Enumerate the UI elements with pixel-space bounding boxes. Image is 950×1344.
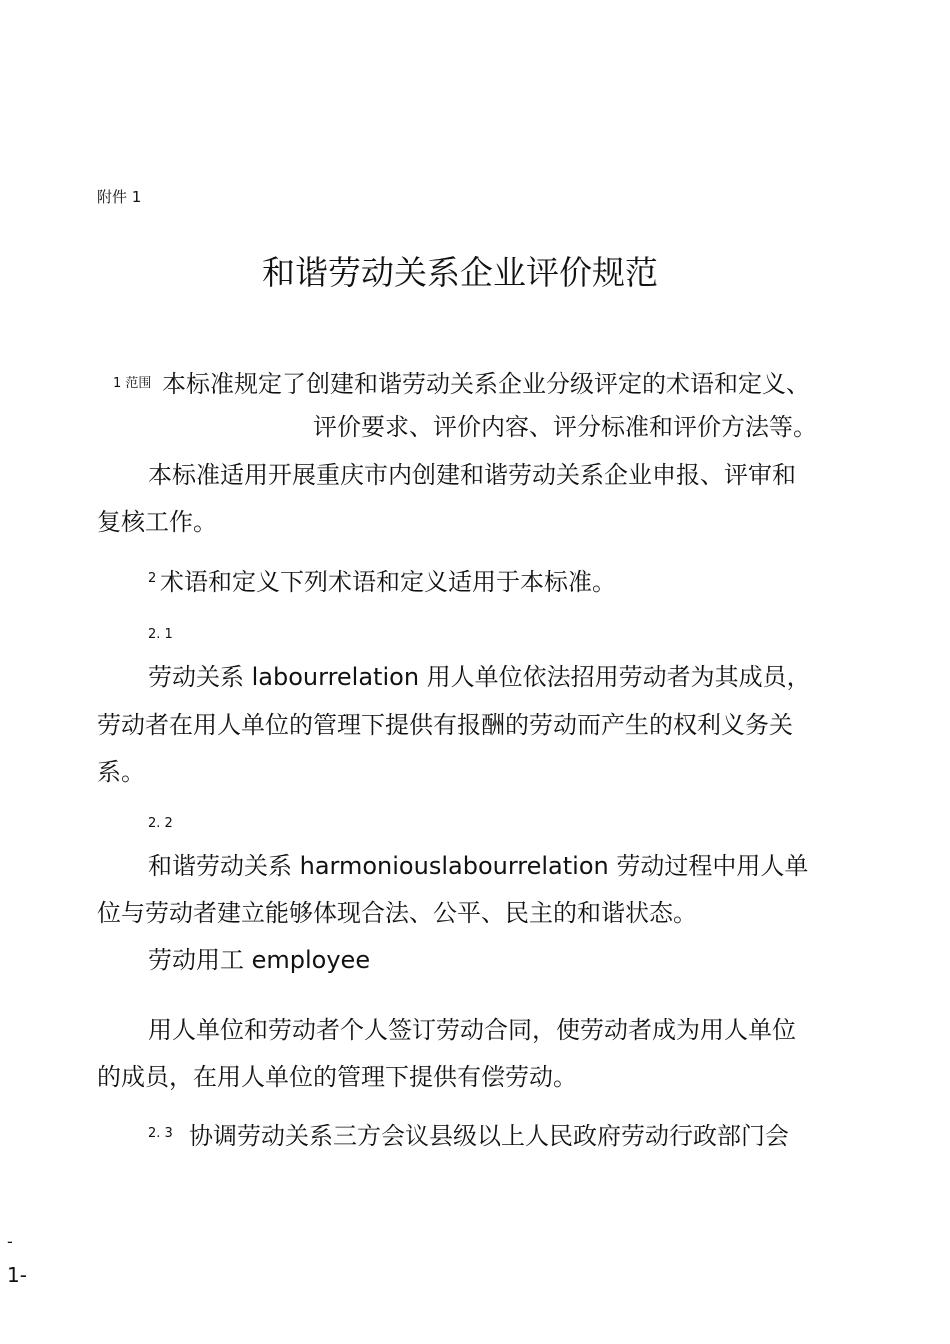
section-1-line-2: 评价要求、评价内容、评分标准和评价方法等。 xyxy=(313,413,817,441)
section-2-2-line-1: 和谐劳动关系 harmoniouslabourrelation 劳动过程中用人单 xyxy=(148,852,809,880)
section-2-1-number: 2. 1 xyxy=(148,627,173,642)
footer-dash: - xyxy=(7,1232,13,1251)
section-2-2-definition-line-1: 用人单位和劳动者个人签订劳动合同，使劳动者成为用人单位 xyxy=(148,1016,796,1044)
section-2-1-line-1: 劳动关系 labourrelation 用人单位依法招用劳动者为其成员， xyxy=(148,663,811,691)
section-1-paragraph-2-line-2: 复核工作。 xyxy=(97,508,217,536)
section-2-label: 2 xyxy=(148,571,157,586)
section-1-label: 1 范围 xyxy=(113,376,152,391)
section-2-2-definition-line-2: 的成员，在用人单位的管理下提供有偿劳动。 xyxy=(97,1063,577,1091)
section-1-paragraph-2-line-1: 本标准适用开展重庆市内创建和谐劳动关系企业申报、评审和 xyxy=(148,461,796,489)
section-2-2-number: 2. 2 xyxy=(148,816,173,831)
section-1-line-1: 本标准规定了创建和谐劳动关系企业分级评定的术语和定义、 xyxy=(162,370,810,398)
attachment-label: 附件 1 xyxy=(97,188,142,206)
section-2-3-line-1: 协调劳动关系三方会议县级以上人民政府劳动行政部门会 xyxy=(189,1122,789,1150)
section-2-text: 术语和定义下列术语和定义适用于本标准。 xyxy=(160,568,616,596)
section-2-3-number: 2. 3 xyxy=(148,1126,173,1141)
document-title: 和谐劳动关系企业评价规范 xyxy=(262,253,658,292)
section-2-2-line-2: 位与劳动者建立能够体现合法、公平、民主的和谐状态。 xyxy=(97,899,697,927)
section-2-2-term: 劳动用工 employee xyxy=(148,946,371,974)
page-number: 1- xyxy=(7,1263,27,1287)
section-2-1-line-3: 系。 xyxy=(97,758,145,786)
section-2-1-line-2: 劳动者在用人单位的管理下提供有报酬的劳动而产生的权利义务关 xyxy=(97,711,793,739)
